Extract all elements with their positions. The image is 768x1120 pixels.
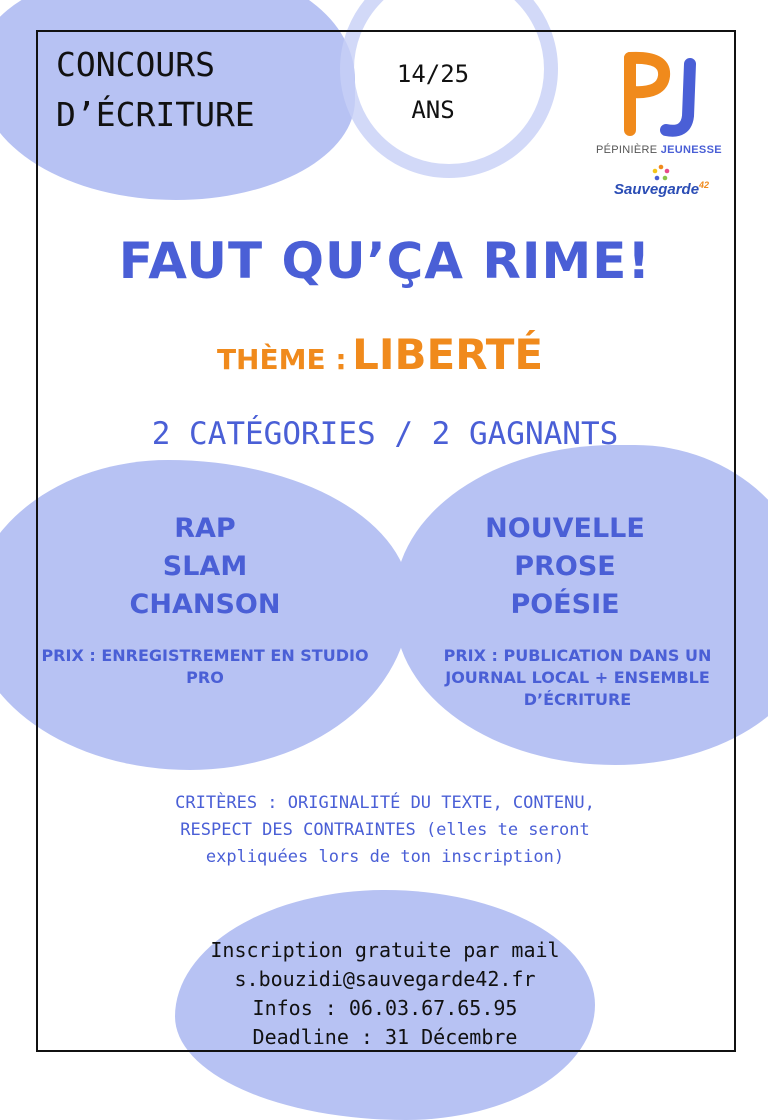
category-right-item: PROSE — [514, 551, 616, 582]
category-right-item: POÉSIE — [510, 589, 620, 620]
footer-email[interactable]: s.bouzidi@sauvegarde42.fr — [234, 967, 536, 991]
sauvegarde-number: 42 — [699, 180, 710, 190]
criteria-line3: expliquées lors de ton inscription) — [205, 847, 565, 867]
pj-logo — [608, 50, 718, 140]
contest-title-line1: CONCOURS — [56, 45, 215, 84]
contest-title-line2: D’ÉCRITURE — [56, 95, 255, 134]
pj-logo-icon — [608, 50, 718, 140]
criteria-line1: CRITÈRES : ORIGINALITÉ DU TEXTE, CONTENU, — [175, 793, 595, 813]
criteria-line2-caps: RESPECT DES CONTRAINTES — [180, 820, 416, 840]
theme-value: LIBERTÉ — [352, 330, 544, 379]
contest-title — [56, 40, 255, 140]
footer-registration: Inscription gratuite par mail — [210, 938, 560, 962]
category-left-item: CHANSON — [129, 589, 281, 620]
categories-heading: 2 CATÉGORIES / 2 GAGNANTS — [151, 416, 619, 452]
theme-label: THÈME : — [216, 343, 347, 376]
pepiniere-text: PÉPINIÈRE — [596, 144, 658, 156]
age-range — [378, 56, 488, 128]
sauvegarde-logo — [614, 164, 724, 204]
criteria-text — [40, 790, 730, 871]
main-title: FAUT QU’ÇA RIME! — [118, 232, 652, 290]
footer-phone: Infos : 06.03.67.65.95 — [252, 996, 518, 1020]
criteria-line2 — [40, 817, 730, 844]
jeunesse-text: JEUNESSE — [660, 144, 722, 156]
age-range-numbers: 14/25 — [396, 60, 470, 88]
category-left-list — [40, 510, 370, 624]
theme-line — [100, 330, 660, 379]
criteria-line2-rest: (elles te seront — [415, 820, 590, 840]
category-right-prize: PRIX : PUBLICATION DANS UN JOURNAL LOCAL + ENSEMBLE D’ÉCRITURE — [443, 646, 712, 709]
category-left-item: SLAM — [162, 551, 248, 582]
sauvegarde-text: Sauvegarde — [614, 181, 700, 198]
category-right-item: NOUVELLE — [485, 513, 645, 544]
category-left-prize: PRIX : ENREGISTREMENT EN STUDIO PRO — [41, 646, 369, 687]
age-range-unit: ANS — [411, 96, 455, 124]
category-right-list — [410, 510, 720, 624]
footer-info — [40, 936, 730, 1052]
footer-deadline: Deadline : 31 Décembre — [252, 1025, 518, 1049]
pepiniere-jeunesse-label — [596, 144, 736, 156]
category-left-item: RAP — [174, 513, 236, 544]
